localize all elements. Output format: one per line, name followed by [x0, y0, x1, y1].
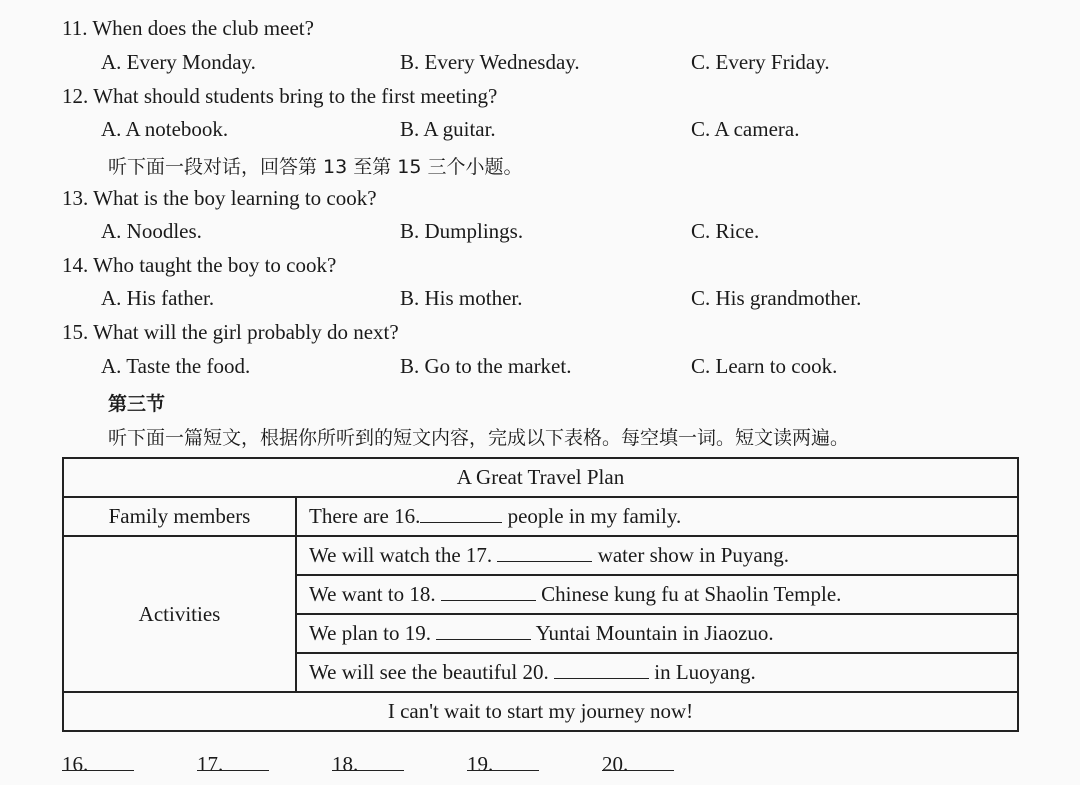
question-14: [62, 253, 336, 278]
blank-20[interactable]: [554, 660, 649, 679]
blank-18[interactable]: [441, 582, 536, 601]
answer-18-blank[interactable]: [332, 752, 404, 771]
option-c: C. Every Friday.: [691, 50, 830, 74]
option-c: C. His grandmother.: [691, 286, 862, 310]
answer-17-blank[interactable]: [197, 752, 269, 771]
blank-17[interactable]: [497, 543, 592, 562]
option-a: A. His father.: [101, 286, 215, 310]
section-3-heading: 第三节: [108, 393, 166, 415]
question-11: [62, 16, 314, 41]
section-3-instruction: 听下面一篇短文，根据你所听到的短文内容，完成以下表格。每空填一词。短文读两遍。: [108, 427, 850, 449]
answer-16-blank[interactable]: [62, 752, 134, 771]
option-a: A. Every Monday.: [101, 50, 256, 74]
question-12-options: [101, 117, 1001, 147]
question-12: [62, 84, 497, 109]
question-number: 12.: [62, 84, 89, 108]
blank-16[interactable]: [420, 504, 502, 523]
option-a: A. A notebook.: [101, 117, 229, 141]
table-footer: I can't wait to start my journey now!: [63, 692, 1018, 731]
option-b: B. Go to the market.: [400, 354, 572, 378]
travel-plan-table: [62, 457, 1019, 732]
option-b: B. A guitar.: [400, 117, 496, 141]
question-15: [62, 320, 399, 345]
option-c: C. Rice.: [691, 219, 760, 243]
table-title: A Great Travel Plan: [63, 458, 1018, 497]
table-footer-row: [63, 692, 1018, 731]
answer-blanks: 16. 17. 18. 19. 20.: [62, 752, 762, 782]
table-row: [63, 536, 1018, 575]
blank-19[interactable]: [436, 621, 531, 640]
question-13-options: [101, 219, 1001, 249]
question-number: 14.: [62, 253, 89, 277]
question-text: What should students bring to the first meeting?: [93, 84, 498, 108]
activity-cell: We want to 18. Chinese kung fu at Shaolin Temple.: [296, 575, 1018, 614]
option-c: C. A camera.: [691, 117, 800, 141]
family-members-cell: There are 16. people in my family.: [296, 497, 1018, 536]
option-c: C. Learn to cook.: [691, 354, 838, 378]
option-a: A. Noodles.: [101, 219, 202, 243]
answer-20-blank[interactable]: [602, 752, 674, 771]
activity-cell: We will see the beautiful 20. in Luoyang.: [296, 653, 1018, 692]
question-text: What will the girl probably do next?: [93, 320, 399, 344]
question-number: 11.: [62, 16, 88, 40]
instruction-13-15: 听下面一段对话，回答第 13 至第 15 三个小题。: [108, 156, 523, 178]
option-a: A. Taste the food.: [101, 354, 251, 378]
table-title-row: [63, 458, 1018, 497]
activity-cell: We will watch the 17. water show in Puyang.: [296, 536, 1018, 575]
question-number: 13.: [62, 186, 89, 210]
option-b: B. Dumplings.: [400, 219, 524, 243]
family-members-label: Family members: [63, 497, 296, 536]
activities-label: Activities: [63, 536, 296, 692]
answer-19-blank[interactable]: [467, 752, 539, 771]
question-text: Who taught the boy to cook?: [93, 253, 337, 277]
question-number: 15.: [62, 320, 89, 344]
question-15-options: [101, 354, 1001, 384]
activity-cell: We plan to 19. Yuntai Mountain in Jiaozuo.: [296, 614, 1018, 653]
question-13: [62, 186, 377, 211]
question-text: What is the boy learning to cook?: [93, 186, 377, 210]
table-row: [63, 497, 1018, 536]
option-b: B. His mother.: [400, 286, 523, 310]
question-11-options: [101, 50, 1001, 80]
question-text: When does the club meet?: [92, 16, 314, 40]
question-14-options: [101, 286, 1001, 316]
option-b: B. Every Wednesday.: [400, 50, 580, 74]
